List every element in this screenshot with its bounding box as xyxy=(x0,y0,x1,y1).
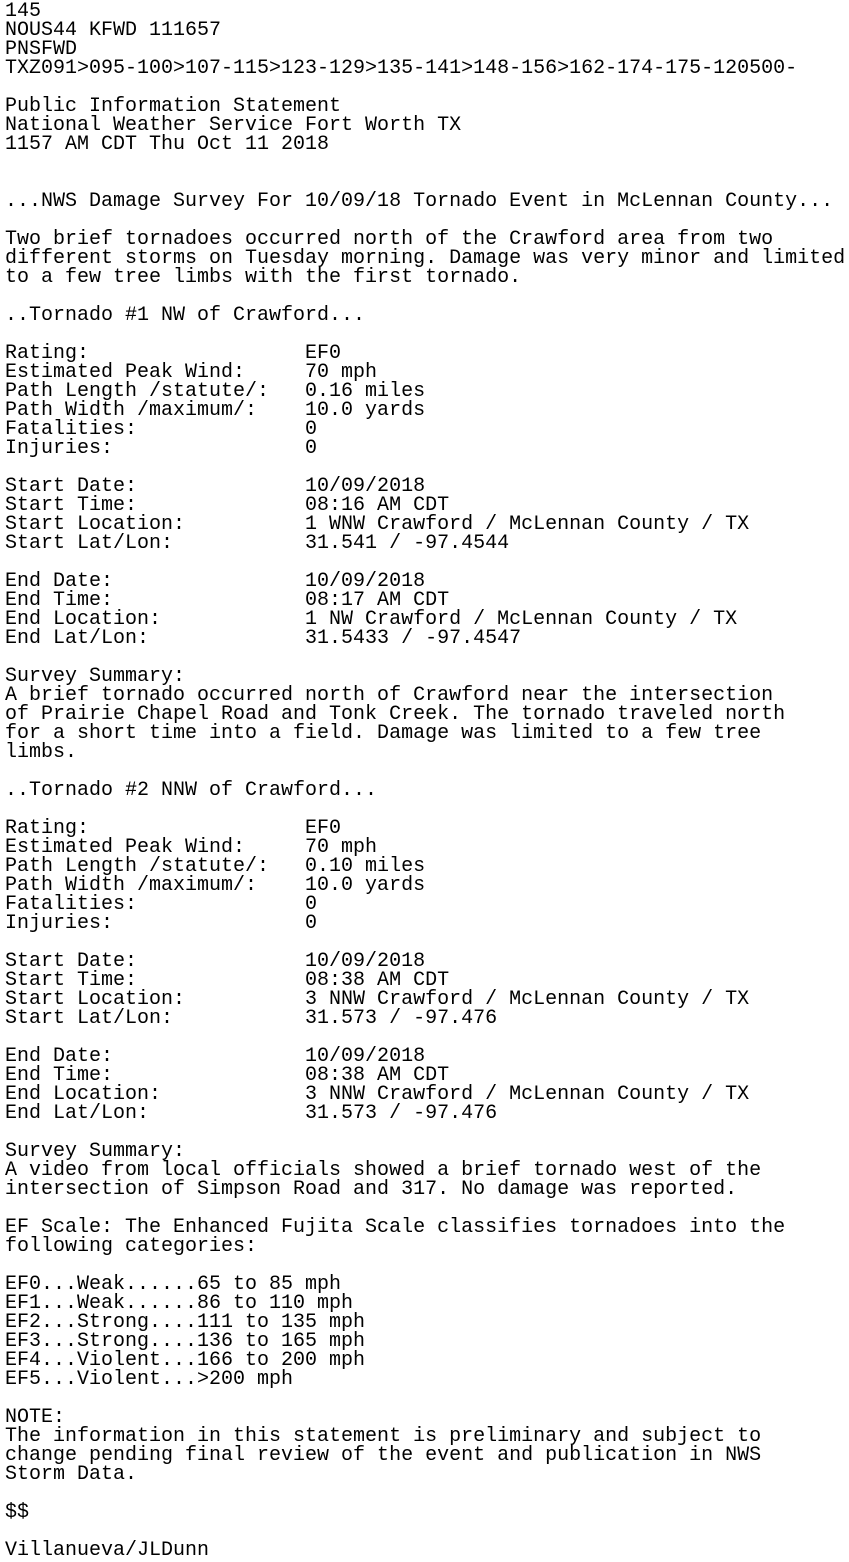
statement-line: Injuries: 0 xyxy=(5,437,318,460)
statement-line: PNSFWD xyxy=(5,38,78,61)
statement-line: Rating: EF0 xyxy=(5,342,342,365)
statement-line: EF0...Weak......65 to 85 mph xyxy=(5,1273,342,1296)
statement-line: End Lat/Lon: 31.5433 / -97.4547 xyxy=(5,627,522,650)
statement-line: following categories: xyxy=(5,1235,258,1258)
statement-line: Path Width /maximum/: 10.0 yards xyxy=(5,399,426,422)
statement-line: Start Lat/Lon: 31.541 / -97.4544 xyxy=(5,532,510,555)
statement-line: Survey Summary: xyxy=(5,665,186,688)
statement-line: Rating: EF0 xyxy=(5,817,342,840)
statement-line: 1157 AM CDT Thu Oct 11 2018 xyxy=(5,133,330,156)
statement-line: Fatalities: 0 xyxy=(5,893,318,916)
statement-line: Path Length /statute/: 0.16 miles xyxy=(5,380,426,403)
statement-line: EF4...Violent...166 to 200 mph xyxy=(5,1349,366,1372)
statement-line: Start Time: 08:38 AM CDT xyxy=(5,969,450,992)
public-information-statement xyxy=(5,2,845,1560)
statement-line: Start Time: 08:16 AM CDT xyxy=(5,494,450,517)
statement-line: 145 xyxy=(5,0,42,23)
statement-line xyxy=(5,154,845,173)
statement-line: End Lat/Lon: 31.573 / -97.476 xyxy=(5,1102,498,1125)
statement-line xyxy=(5,1389,845,1408)
statement-line: End Date: 10/09/2018 xyxy=(5,570,426,593)
statement-line: EF2...Strong....111 to 135 mph xyxy=(5,1311,366,1334)
statement-line: End Location: 3 NNW Crawford / McLennan County / TX xyxy=(5,1083,750,1106)
statement-line: change pending final review of the event and publication in NWS xyxy=(5,1444,762,1467)
statement-line: intersection of Simpson Road and 317. No damage was reported. xyxy=(5,1178,738,1201)
statement-line: Path Width /maximum/: 10.0 yards xyxy=(5,874,426,897)
statement-line: Estimated Peak Wind: 70 mph xyxy=(5,836,378,859)
statement-line: Storm Data. xyxy=(5,1463,138,1486)
statement-line: The information in this statement is preliminary and subject to xyxy=(5,1425,762,1448)
statement-line: to a few tree limbs with the first tornado. xyxy=(5,266,522,289)
statement-line: ..Tornado #1 NW of Crawford... xyxy=(5,304,366,327)
statement-line: Fatalities: 0 xyxy=(5,418,318,441)
statement-line: Estimated Peak Wind: 70 mph xyxy=(5,361,378,384)
statement-line: A brief tornado occurred north of Crawford near the intersection xyxy=(5,684,774,707)
statement-line: EF5...Violent...>200 mph xyxy=(5,1368,294,1391)
statement-line: Start Date: 10/09/2018 xyxy=(5,950,426,973)
statement-line: EF Scale: The Enhanced Fujita Scale classifies tornadoes into the xyxy=(5,1216,786,1239)
statement-line: EF3...Strong....136 to 165 mph xyxy=(5,1330,366,1353)
statement-line: $$ xyxy=(5,1501,30,1524)
statement-line: Start Location: 3 NNW Crawford / McLennan County / TX xyxy=(5,988,750,1011)
statement-line: TXZ091>095-100>107-115>123-129>135-141>148-156>162-174-175-120500- xyxy=(5,57,798,80)
statement-line: A video from local officials showed a brief tornado west of the xyxy=(5,1159,762,1182)
statement-line: End Date: 10/09/2018 xyxy=(5,1045,426,1068)
statement-line: End Location: 1 NW Crawford / McLennan County / TX xyxy=(5,608,738,631)
statement-line: NOTE: xyxy=(5,1406,66,1429)
statement-line: National Weather Service Fort Worth TX xyxy=(5,114,462,137)
statement-line: for a short time into a field. Damage was limited to a few tree xyxy=(5,722,762,745)
statement-line: End Time: 08:38 AM CDT xyxy=(5,1064,450,1087)
statement-line xyxy=(5,1484,845,1503)
statement-line: Start Date: 10/09/2018 xyxy=(5,475,426,498)
statement-line: ...NWS Damage Survey For 10/09/18 Tornado Event in McLennan County... xyxy=(5,190,834,213)
statement-line: different storms on Tuesday morning. Damage was very minor and limited xyxy=(5,247,846,270)
statement-line: EF1...Weak......86 to 110 mph xyxy=(5,1292,354,1315)
statement-line: Two brief tornadoes occurred north of the Crawford area from two xyxy=(5,228,774,251)
statement-line: limbs. xyxy=(5,741,78,764)
statement-line: Path Length /statute/: 0.10 miles xyxy=(5,855,426,878)
statement-line: Injuries: 0 xyxy=(5,912,318,935)
statement-line: Villanueva/JLDunn xyxy=(5,1539,210,1562)
statement-line: NOUS44 KFWD 111657 xyxy=(5,19,222,42)
statement-line: Public Information Statement xyxy=(5,95,342,118)
statement-line: End Time: 08:17 AM CDT xyxy=(5,589,450,612)
statement-line: Start Location: 1 WNW Crawford / McLennan County / TX xyxy=(5,513,750,536)
statement-line: of Prairie Chapel Road and Tonk Creek. The tornado traveled north xyxy=(5,703,786,726)
statement-line: ..Tornado #2 NNW of Crawford... xyxy=(5,779,378,802)
statement-line: Start Lat/Lon: 31.573 / -97.476 xyxy=(5,1007,498,1030)
statement-line: Survey Summary: xyxy=(5,1140,186,1163)
